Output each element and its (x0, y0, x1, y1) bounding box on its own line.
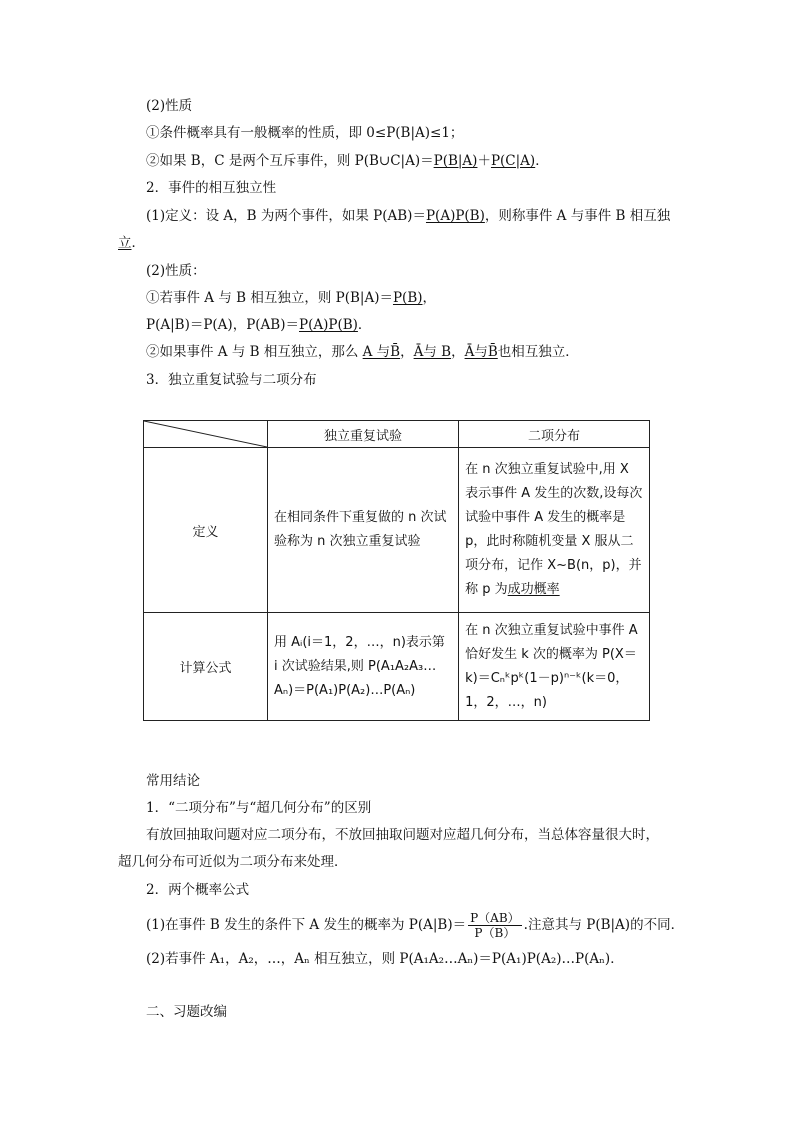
definition-independence-cont: 立． (118, 235, 145, 251)
diagonal-line (144, 421, 267, 447)
subsection-properties: (2)性质 (146, 98, 193, 114)
table-col-header: 独立重复试验 (268, 421, 459, 448)
subsection-properties-2: (2)性质： (146, 263, 206, 279)
fraction: $\frac{P(AB)}{P(B)}$ (470, 911, 520, 940)
table-cell: 在 n 次独立重复试验中事件 A 恰好发生 k 次的概率为 P(X＝k)＝Cₙᵏpᵏ(1－p)ⁿ⁻ᵏ(k＝0，1，2，…，n) (459, 613, 650, 721)
conclusion-text-1: 有放回抽取问题对应二项分布，不放回抽取问题对应超几何分布，当总体容量很大时， (146, 827, 659, 843)
heading-independence: 2．事件的相互独立性 (146, 180, 277, 196)
independence-formula: (2)若事件 A₁，A₂，…，Aₙ 相互独立，则 P(A₁A₂…Aₙ)＝P(A₁)P(A₂)…P(Aₙ)． (146, 951, 624, 967)
table-header-row (144, 421, 650, 448)
table-cell: 用 Aᵢ(i＝1，2，…，n)表示第 i 次试验结果,则 P(A₁A₂A₃…Aₙ)＝P(A₁)P(A₂)…P(Aₙ) (268, 613, 459, 721)
conditional-formula: (1)在事件 B 发生的条件下 A 发生的概率为 P(A|B)＝ $\frac{P(AB)}{P(B)}$ .注意其与 P(B|A)的不同． (146, 911, 685, 940)
table-row (144, 613, 650, 721)
table-col-header: 二项分布 (459, 421, 650, 448)
definition-independence: (1)定义：设 A，B 为两个事件，如果 P(AB)＝P(A)P(B)，则称事件 A 与事件 B 相互独 (146, 208, 671, 224)
property-1: ①条件概率具有一般概率的性质，即 0≤P(B|A)≤1； (146, 125, 464, 141)
independence-property-1: ①若事件 A 与 B 相互独立，则 P(B|A)＝P(B)， (146, 290, 437, 306)
corner-cell (144, 421, 268, 448)
table-row (144, 448, 650, 613)
row-label: 计算公式 (144, 613, 268, 721)
table-cell: 在相同条件下重复做的 n 次试验称为 n 次独立重复试验 (268, 448, 459, 613)
row-label: 定义 (144, 448, 268, 613)
conclusion-text-1-cont: 超几何分布可近似为二项分布来处理． (118, 854, 348, 870)
heading-binomial: 3．独立重复试验与二项分布 (146, 372, 317, 388)
section-heading: 二、习题改编 (146, 1004, 227, 1020)
conclusion-heading-2: 2．两个概率公式 (146, 882, 250, 898)
independence-property-2: ②如果事件 A 与 B 相互独立，那么 A 与B̄，Ā与 B，Ā与B̄也相互独立． (146, 344, 579, 360)
table-cell: 在 n 次独立重复试验中,用 X 表示事件 A 发生的次数,设每次试验中事件 A 发生的概率是 p，此时称随机变量 X 服从二项分布，记作 X~B(n，p)，并称 p 为成功概率 (459, 448, 650, 613)
conclusions-title: 常用结论 (146, 773, 200, 789)
binomial-table (143, 420, 650, 721)
independence-property-1-cont: P(A|B)＝P(A)，P(AB)＝P(A)P(B)． (146, 317, 372, 333)
property-2: ②如果 B，C 是两个互斥事件，则 P(B∪C|A)＝P(B|A)＋P(C|A)． (146, 153, 549, 169)
conclusion-heading-1: 1．“二项分布”与“超几何分布”的区别 (146, 800, 372, 816)
